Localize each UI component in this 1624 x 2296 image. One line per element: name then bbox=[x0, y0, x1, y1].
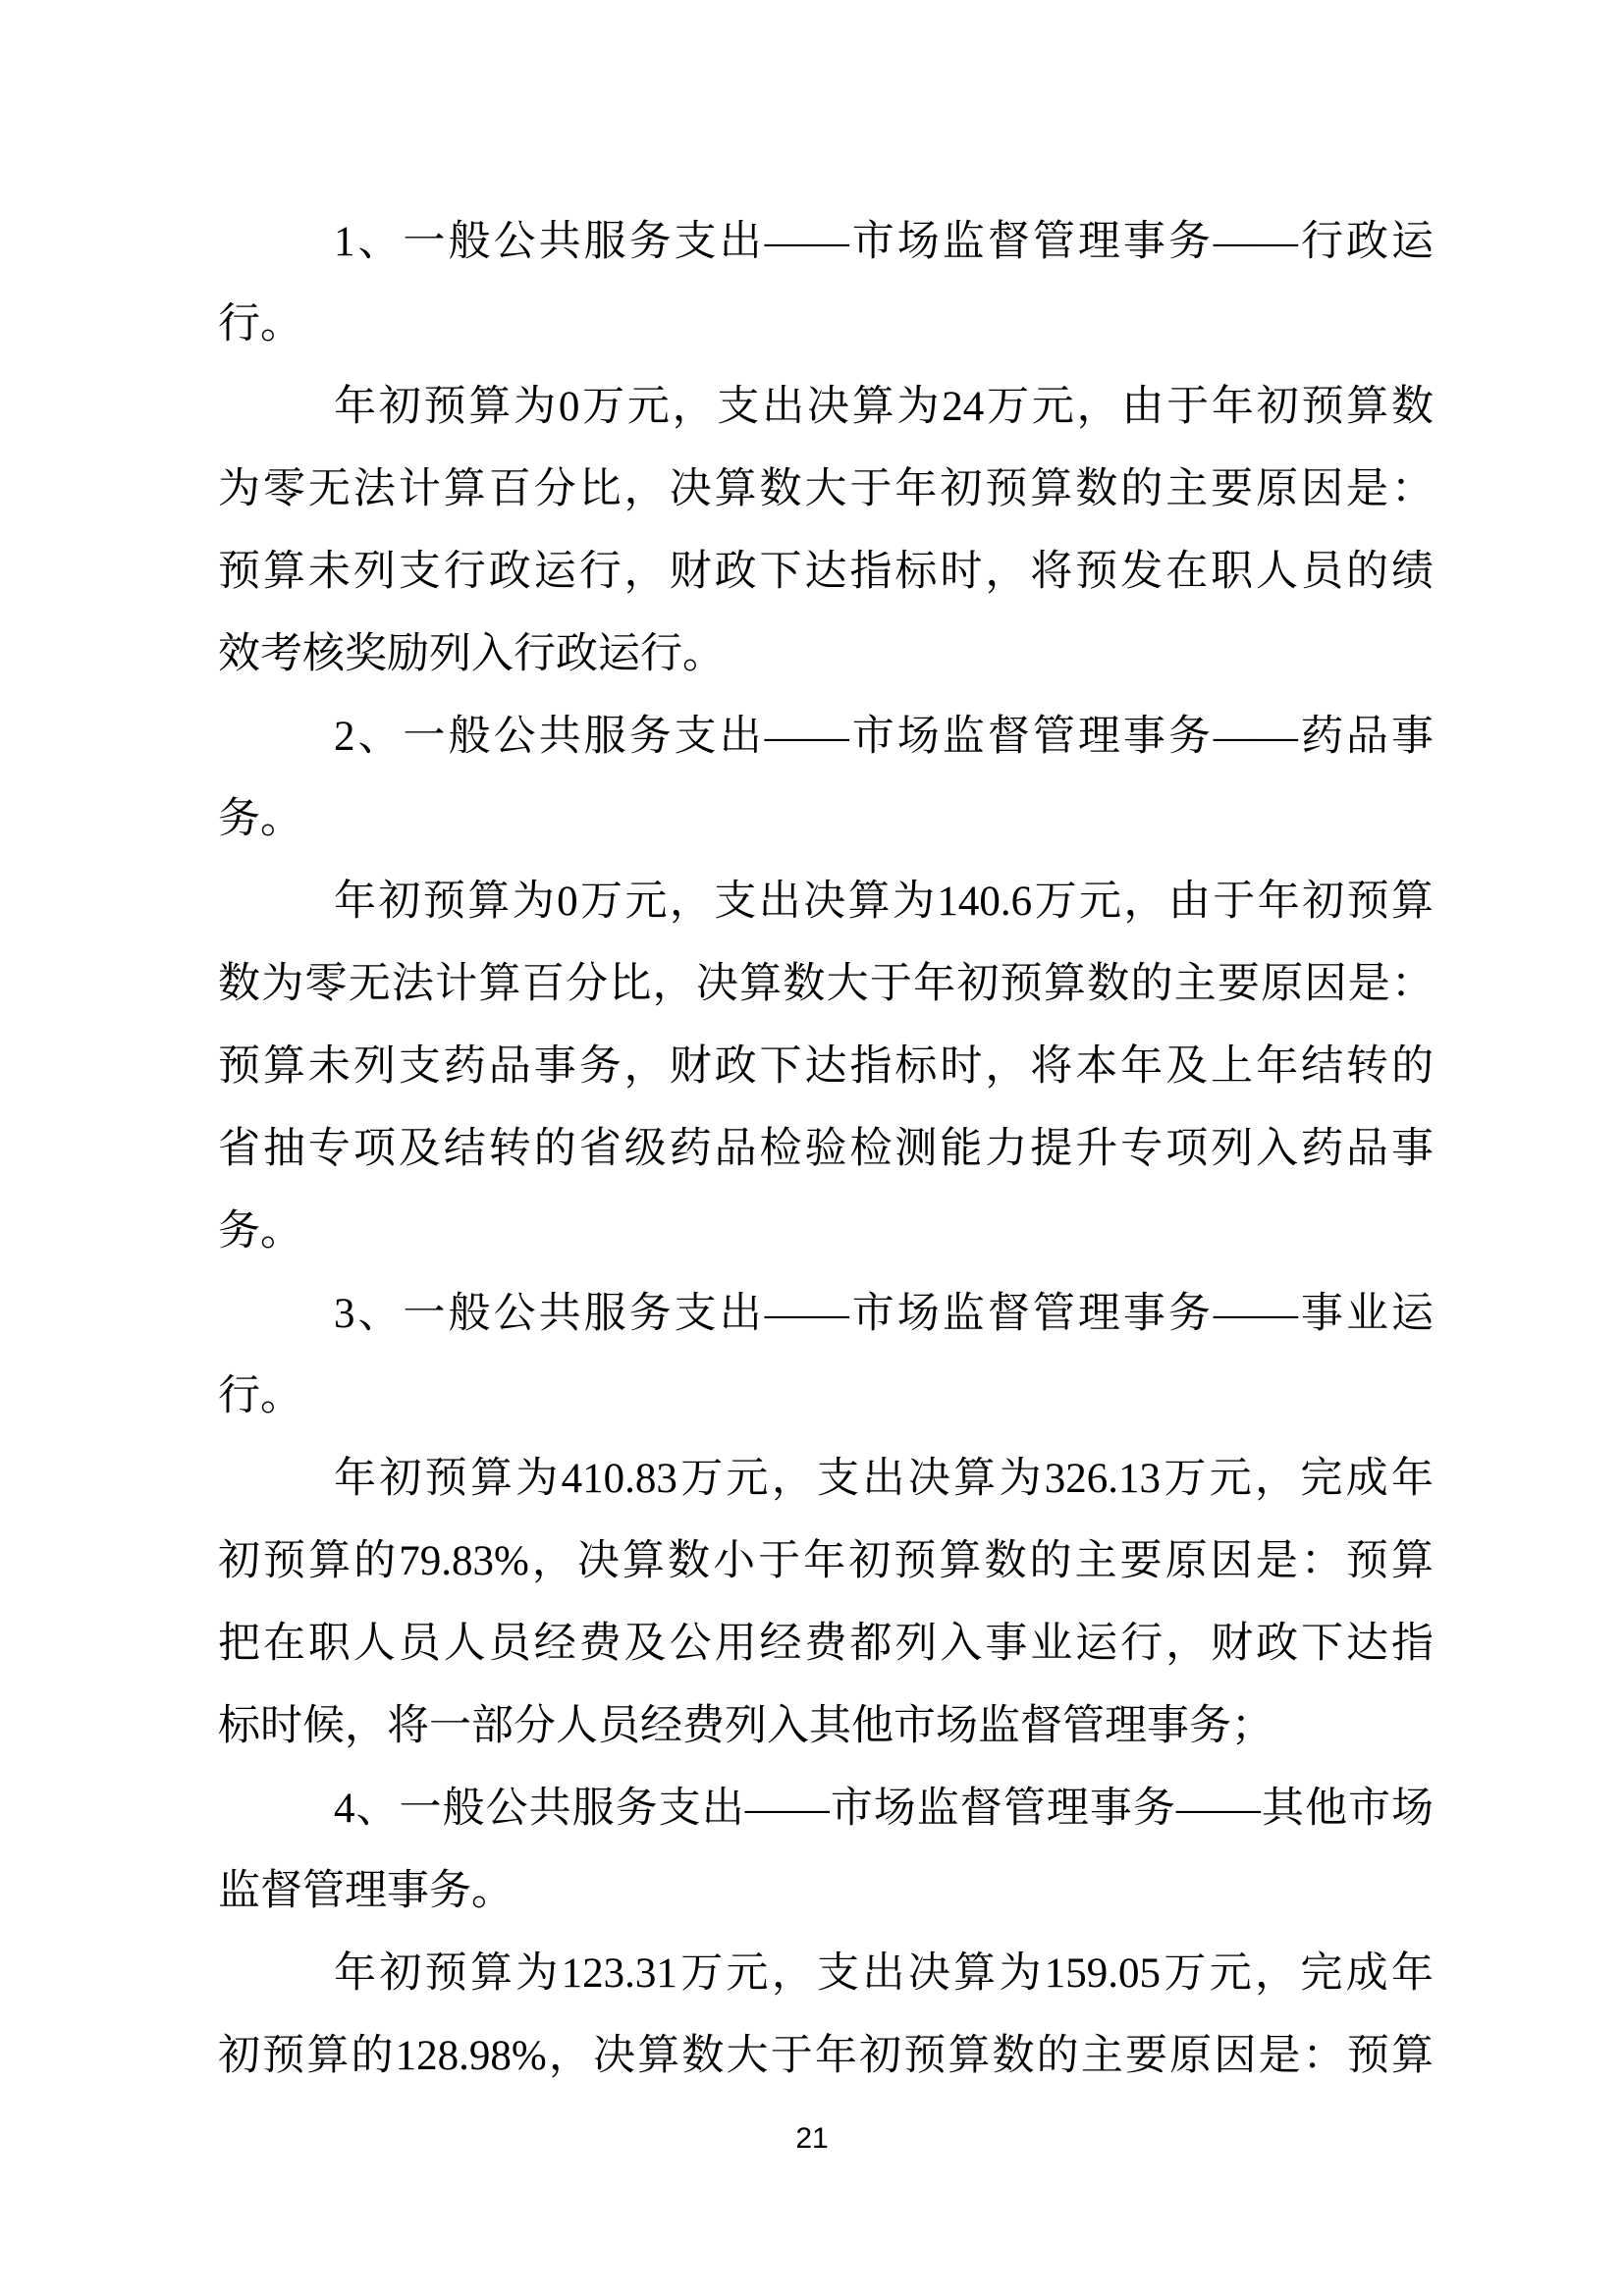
text-line-p6-4: 标时候，将一部分人员经费列入其他市场监督管理事务； bbox=[218, 1703, 1273, 1749]
page-number: 21 bbox=[795, 2122, 829, 2155]
text-line-p3-2: 务。 bbox=[218, 796, 302, 842]
text-line-p7-2: 监督管理事务。 bbox=[218, 1868, 514, 1914]
text-line-p8-1: 年初预算为123.31万元，支出决算为159.05万元，完成年 bbox=[334, 1950, 1434, 1997]
text-line-p2-2: 为零无法计算百分比，决算数大于年初预算数的主要原因是： bbox=[218, 466, 1434, 512]
text-line-p4-4: 省抽专项及结转的省级药品检验检测能力提升专项列入药品事 bbox=[218, 1126, 1434, 1172]
text-line-p4-3: 预算未列支药品事务，财政下达指标时，将本年及上年结转的 bbox=[218, 1043, 1434, 1090]
text-line-p6-3: 把在职人员人员经费及公用经费都列入事业运行，财政下达指 bbox=[218, 1621, 1434, 1667]
document-body bbox=[218, 201, 1434, 2098]
text-line-p2-4: 效考核奖励列入行政运行。 bbox=[218, 631, 725, 677]
text-line-p3-1: 2、一般公共服务支出——市场监督管理事务——药品事 bbox=[334, 714, 1434, 760]
text-line-p7-1: 4、一般公共服务支出——市场监督管理事务——其他市场 bbox=[334, 1786, 1434, 1832]
text-line-p5-1: 3、一般公共服务支出——市场监督管理事务——事业运 bbox=[334, 1291, 1434, 1337]
text-line-p8-2: 初预算的128.98%，决算数大于年初预算数的主要原因是：预算 bbox=[218, 2033, 1434, 2079]
text-line-p2-3: 预算未列支行政运行，财政下达指标时，将预发在职人员的绩 bbox=[218, 549, 1434, 595]
text-line-p2-1: 年初预算为0万元，支出决算为24万元，由于年初预算数 bbox=[334, 384, 1434, 430]
text-line-p1-2: 行。 bbox=[218, 301, 302, 347]
text-line-p4-1: 年初预算为0万元，支出决算为140.6万元，由于年初预算 bbox=[334, 879, 1434, 925]
text-line-p4-5: 务。 bbox=[218, 1208, 302, 1255]
text-line-p4-2: 数为零无法计算百分比，决算数大于年初预算数的主要原因是： bbox=[218, 961, 1434, 1007]
text-line-p6-1: 年初预算为410.83万元，支出决算为326.13万元，完成年 bbox=[334, 1456, 1434, 1502]
text-line-p6-2: 初预算的79.83%，决算数小于年初预算数的主要原因是：预算 bbox=[218, 1538, 1434, 1584]
text-line-p5-2: 行。 bbox=[218, 1373, 302, 1419]
text-line-p1-1: 1、一般公共服务支出——市场监督管理事务——行政运 bbox=[334, 219, 1434, 265]
